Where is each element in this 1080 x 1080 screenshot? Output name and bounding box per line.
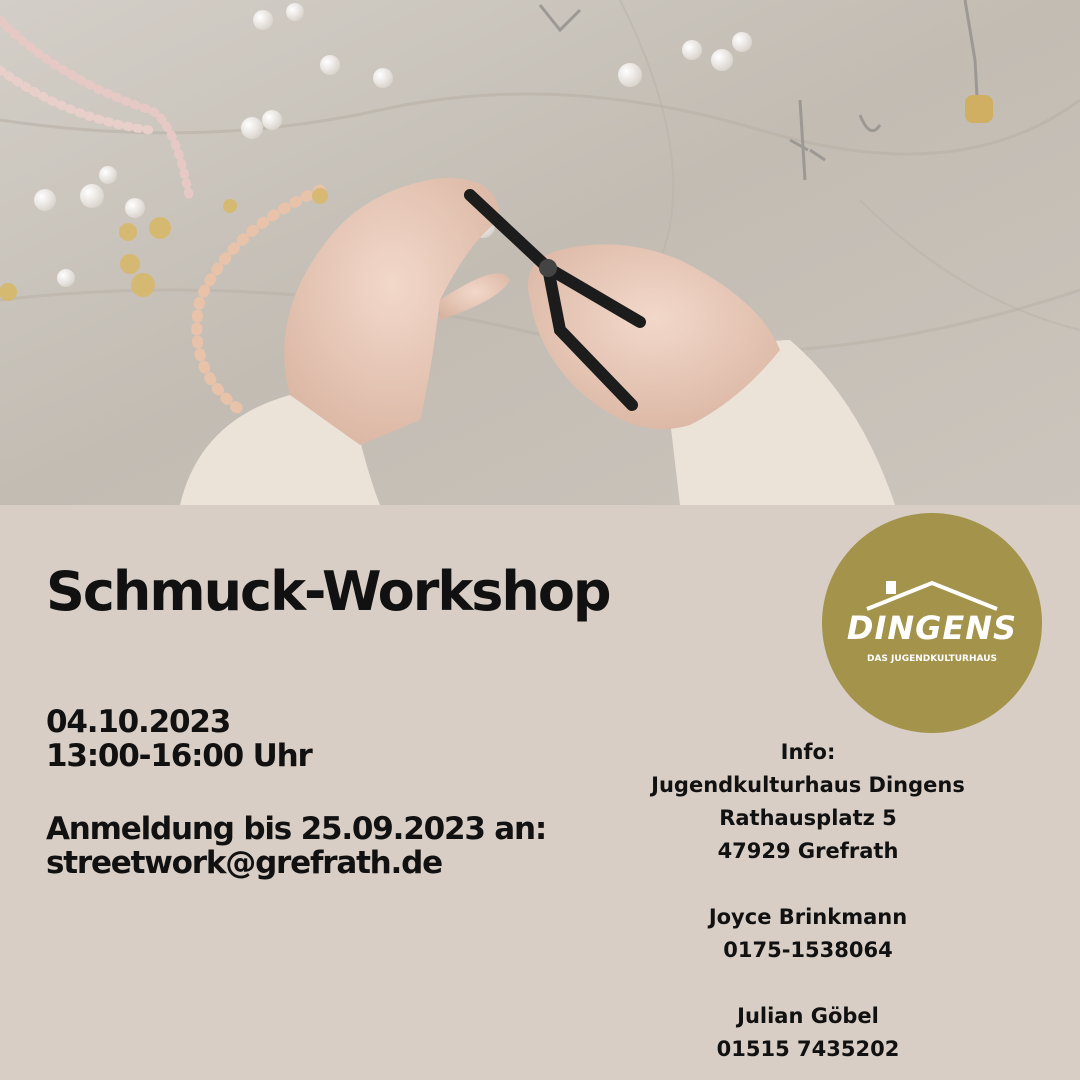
venue-name: Jugendkulturhaus Dingens [651,773,965,797]
registration-email[interactable]: streetwork@grefrath.de [46,845,442,881]
event-time: 13:00-16:00 Uhr [46,738,312,774]
venue-street: Rathausplatz 5 [719,806,897,830]
photo-illustration [0,0,1080,505]
registration-deadline: Anmeldung bis 25.09.2023 an: [46,811,547,847]
contact-name: Joyce Brinkmann [708,905,908,929]
page-title: Schmuck-Workshop [46,560,610,623]
info-heading: Info: [780,740,836,764]
logo-wordmark: DINGENS [846,609,1018,647]
dingens-logo [822,513,1042,733]
contact-phone[interactable]: 01515 7435202 [716,1037,900,1061]
contact-name: Julian Göbel [737,1004,879,1028]
logo-tagline: DAS JUGENDKULTURHAUS [866,654,997,664]
jewelry-making-photo [0,0,1080,505]
venue-city: 47929 Grefrath [717,839,899,863]
event-date: 04.10.2023 [46,704,231,740]
contact-phone[interactable]: 0175-1538064 [723,938,893,962]
